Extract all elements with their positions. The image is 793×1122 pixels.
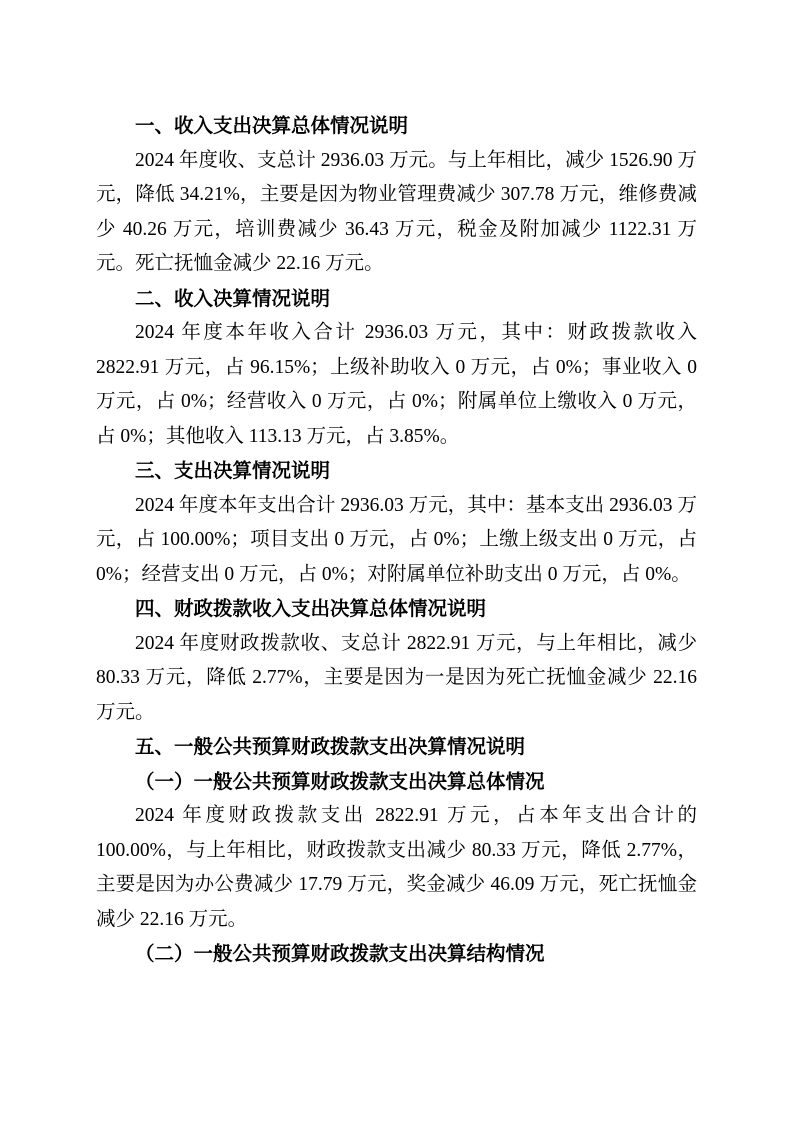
section-heading-level1-6: 四、财政拨款收入支出决算总体情况说明 <box>135 598 487 620</box>
section-paragraph-5: 2024 年度本年支出合计 2936.03 万元，其中：基本支出 2936.03 万元，占 100.00%；项目支出 0 万元，占 0%；上缴上级支出 0 万元，占 0%；经营支出 0 万元，占 0%；对附属单位补助支出 0 万元，占 0%。 <box>96 494 697 585</box>
section-heading-level2-9: （一）一般公共预算财政拨款支出决算总体情况 <box>135 770 545 793</box>
section-paragraph-10: 2024 年度财政拨款支出 2822.91 万元，占本年支出合计的 100.00%，与上年相比，财政拨款支出减少 80.33 万元，降低 2.77%，主要是因为办公费减少 17.79 万元，奖金减少 46.09 万元，死亡抚恤金减少 22.16 万元。 <box>96 805 697 930</box>
section-heading-level1-8: 五、一般公共预算财政拨款支出决算情况说明 <box>135 736 526 758</box>
section-paragraph-1: 2024 年度收、支总计 2936.03 万元。与上年相比，减少 1526.90 万元，降低 34.21%，主要是因为物业管理费减少 307.78 万元，维修费减少 40.26 万元，培训费减少 36.43 万元，税金及附加减少 1122.31 万元。死亡抚恤金减少 22.16 万元。 <box>96 149 697 274</box>
section-heading-level1-2: 二、收入决算情况说明 <box>135 287 331 310</box>
section-paragraph-7: 2024 年度财政拨款收、支总计 2822.91 万元，与上年相比，减少 80.33 万元，降低 2.77%，主要是因为一是因为死亡抚恤金减少 22.16 万元。 <box>96 632 697 723</box>
document-content <box>96 109 697 972</box>
section-heading-level1-0: 一、收入支出决算总体情况说明 <box>135 115 409 137</box>
section-paragraph-3: 2024 年度本年收入合计 2936.03 万元，其中：财政拨款收入 2822.91 万元，占 96.15%；上级补助收入 0 万元，占 0%；事业收入 0 万元，占 0%；经营收入 0 万元，占 0%；附属单位上缴收入 0 万元，占 0%；其他收入 113.13 万元，占 3.85%。 <box>96 322 697 447</box>
section-heading-level2-11: （二）一般公共预算财政拨款支出决算结构情况 <box>135 943 545 965</box>
section-heading-level1-4: 三、支出决算情况说明 <box>135 460 331 482</box>
